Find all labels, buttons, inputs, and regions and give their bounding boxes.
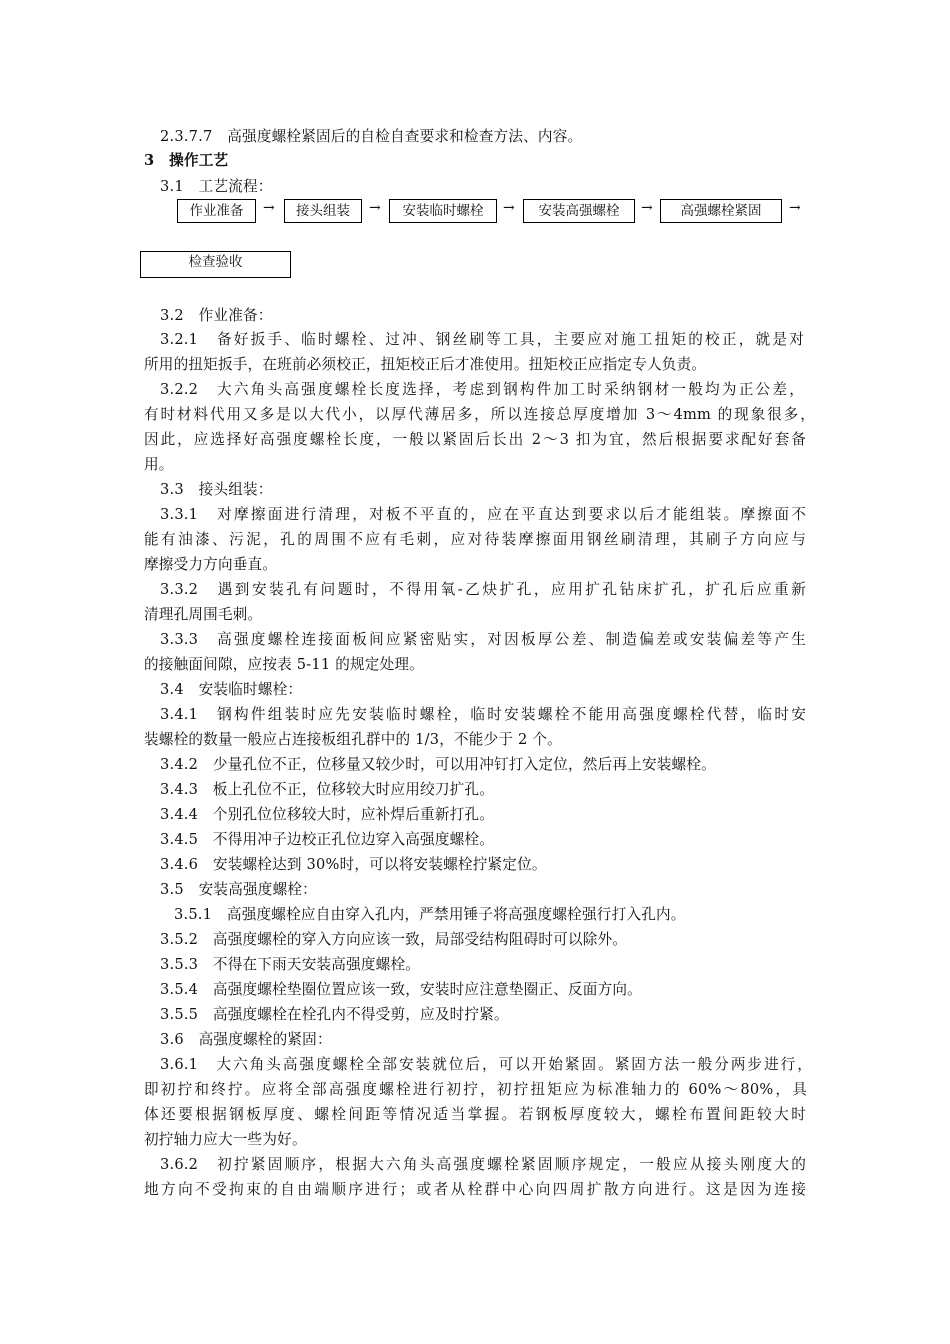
flow-step-joint-assembly: 接头组装 (284, 199, 362, 223)
paragraph-line: 的接触面间隙，应按表 5-11 的规定处理。 (144, 656, 424, 673)
flow-step-inspection: 检查验收 (140, 251, 291, 278)
flow-arrow: → (789, 200, 801, 216)
flow-arrow: → (369, 200, 381, 216)
section-3-3: 3.3 接头组装： (160, 481, 273, 498)
paragraph-line: 3.4.2 少量孔位不正，位移量又较少时，可以用冲钉打入定位，然后再上安装螺栓。 (160, 756, 716, 773)
flow-arrow: → (641, 200, 653, 216)
paragraph-line: 3.4.3 板上孔位不正，位移较大时应用绞刀扩孔。 (160, 781, 495, 798)
paragraph-line: 3.4.5 不得用冲子边校正孔位边穿入高强度螺栓。 (160, 831, 495, 848)
flow-arrow: → (263, 200, 275, 216)
paragraph-line: 地方向不受拘束的自由端顺序进行；或者从栓群中心向四周扩散方向进行。这是因为连接 (144, 1181, 806, 1198)
paragraph-line: 即初拧和终拧。应将全部高强度螺栓进行初拧，初拧扭矩应为标准轴力的 60%～80%，具 (144, 1081, 807, 1098)
section-3-heading: 3 操作工艺 (144, 152, 229, 169)
paragraph-line: 3.3.2 遇到安装孔有问题时，不得用氧-乙炔扩孔，应用扩孔钻床扩孔，扩孔后应重新 (160, 581, 806, 598)
paragraph-line: 清理孔周围毛刺。 (144, 606, 263, 623)
paragraph-line: 初拧轴力应大一些为好。 (144, 1131, 307, 1148)
paragraph-line: 3.2.2 大六角头高强度螺栓长度选择，考虑到钢构件加工时采纳钢材一般均为正公差， (160, 381, 804, 398)
section-3-5: 3.5 安装高强度螺栓： (160, 881, 317, 898)
section-3-2: 3.2 作业准备： (160, 307, 273, 324)
paragraph-line: 能有油漆、污泥，孔的周围不应有毛刺，应对待装摩擦面用钢丝刷清理，其刷子方向应与 (144, 531, 806, 548)
paragraph-line: 所用的扭矩扳手，在班前必须校正，扭矩校正后才准使用。扭矩校正应指定专人负责。 (144, 356, 707, 373)
paragraph-line: 因此，应选择好高强度螺栓长度，一般以紧固后长出 2～3 扣为宜，然后根据要求配好套备 (144, 431, 806, 448)
paragraph-line: 3.4.6 安装螺栓达到 30%时，可以将安装螺栓拧紧定位。 (160, 856, 547, 873)
section-3-6: 3.6 高强度螺栓的紧固： (160, 1031, 332, 1048)
paragraph-line: 3.2.1 备好扳手、临时螺栓、过冲、钢丝刷等工具，主要应对施工扭矩的校正，就是对 (160, 331, 804, 348)
paragraph-line: 3.4.1 钢构件组装时应先安装临时螺栓，临时安装螺栓不能用高强度螺栓代替，临时安 (160, 706, 806, 723)
section-3-1: 3.1 工艺流程： (160, 178, 273, 195)
paragraph-line: 3.6.2 初拧紧固顺序，根据大六角头高强度螺栓紧固顺序规定，一般应从接头刚度大的 (160, 1156, 806, 1173)
paragraph-line: 3.5.2 高强度螺栓的穿入方向应该一致，局部受结构阻碍时可以除外。 (160, 931, 628, 948)
paragraph-line: 用。 (144, 456, 174, 473)
paragraph-line: 3.5.4 高强度螺栓垫圈位置应该一致，安装时应注意垫圈正、反面方向。 (160, 981, 642, 998)
flow-step-prepare: 作业准备 (177, 199, 256, 223)
flow-step-tighten: 高强螺栓紧固 (660, 199, 782, 223)
paragraph-line: 装螺栓的数量一般应占连接板组孔群中的 1/3，不能少于 2 个。 (144, 731, 562, 748)
paragraph-line: 有时材料代用又多是以大代小，以厚代薄居多，所以连接总厚度增加 3～4mm 的现象很多， (144, 406, 815, 423)
section-2-3-7-7: 2.3.7.7 高强度螺栓紧固后的自检自查要求和检查方法、内容。 (160, 128, 583, 145)
flow-step-temp-bolts: 安装临时螺栓 (389, 199, 497, 223)
section-3-4: 3.4 安装临时螺栓： (160, 681, 303, 698)
paragraph-line: 摩擦受力方向垂直。 (144, 556, 278, 573)
flow-arrow: → (503, 200, 515, 216)
flow-step-hs-bolts: 安装高强螺栓 (523, 199, 635, 223)
paragraph-line: 体还要根据钢板厚度、螺栓间距等情况适当掌握。若钢板厚度较大，螺栓布置间距较大时 (144, 1106, 806, 1123)
paragraph-line: 3.3.3 高强度螺栓连接面板间应紧密贴实，对因板厚公差、制造偏差或安装偏差等产生 (160, 631, 806, 648)
paragraph-line: 3.6.1 大六角头高强度螺栓全部安装就位后，可以开始紧固。紧固方法一般分两步进行， (160, 1056, 812, 1073)
paragraph-line: 3.5.1 高强度螺栓应自由穿入孔内，严禁用锤子将高强度螺栓强行打入孔内。 (174, 906, 686, 923)
paragraph-line: 3.5.3 不得在下雨天安装高强度螺栓。 (160, 956, 421, 973)
paragraph-line: 3.4.4 个别孔位位移较大时，应补焊后重新打孔。 (160, 806, 495, 823)
paragraph-line: 3.3.1 对摩擦面进行清理，对板不平直的，应在平直达到要求以后才能组装。摩擦面不 (160, 506, 806, 523)
paragraph-line: 3.5.5 高强度螺栓在栓孔内不得受剪，应及时拧紧。 (160, 1006, 509, 1023)
